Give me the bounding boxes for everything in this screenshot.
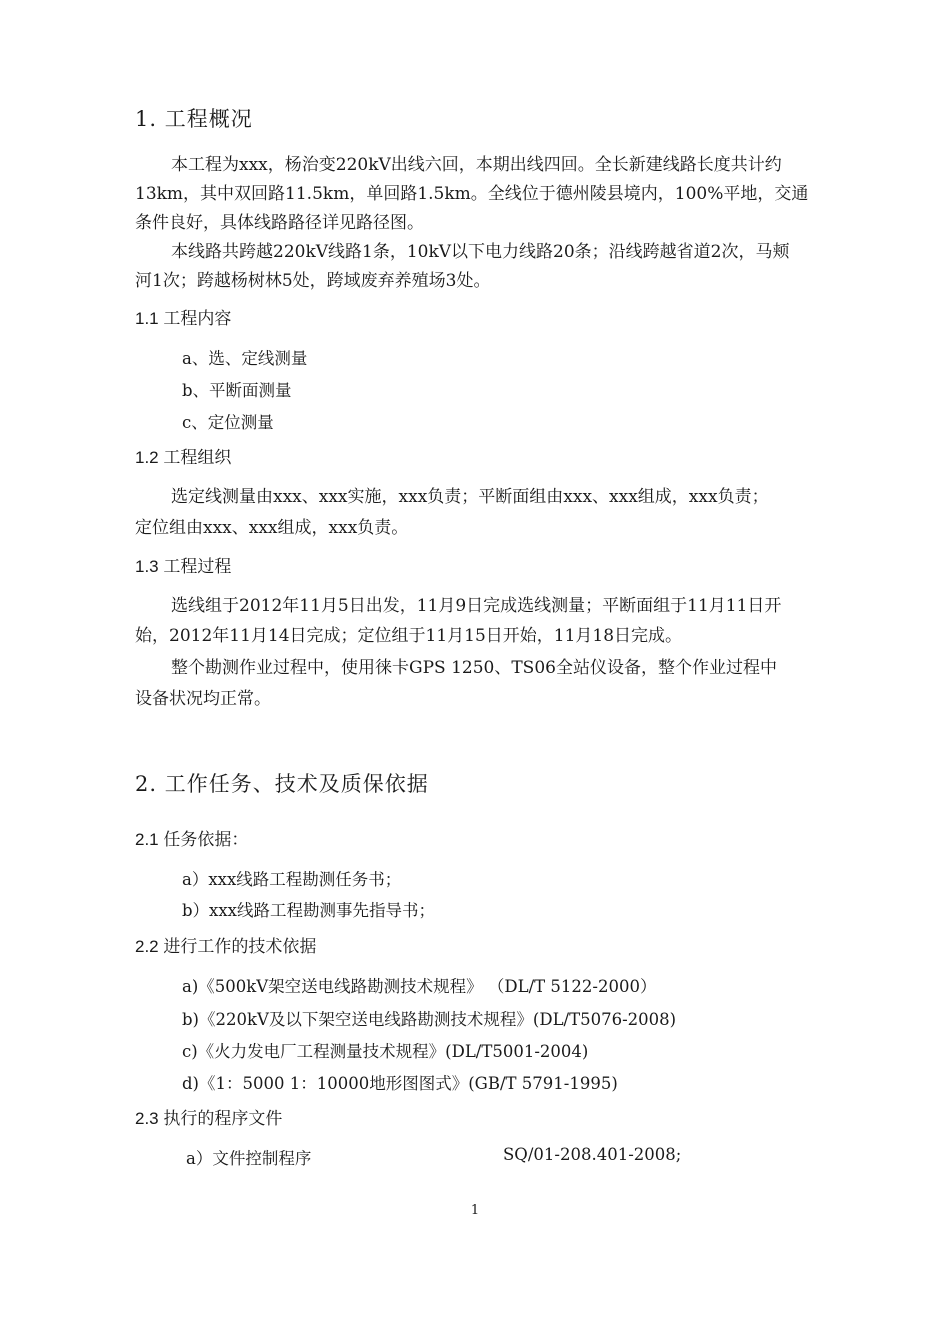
section-1-paragraph-1-line-3: 条件良好，具体线路路径详见路径图。 <box>135 213 424 233</box>
section-1-3-paragraph-2-line-2: 设备状况均正常。 <box>135 689 271 709</box>
section-1-paragraph-2-line-1: 本线路共跨越220kV线路1条，10kV以下电力线路20条；沿线跨越省道2次，马颊 <box>171 242 790 262</box>
list-item: c)《火力发电厂工程测量技术规程》(DL/T5001-2004) <box>182 1042 589 1061</box>
section-1-2-heading: 1.2 工程组织 <box>135 448 232 467</box>
list-item: b）xxx线路工程勘测事先指导书； <box>182 901 435 920</box>
list-item: a)《500kV架空送电线路勘测技术规程》 （DL/T 5122-2000） <box>182 977 657 996</box>
section-1-2-line-2: 定位组由xxx、xxx组成，xxx负责。 <box>135 518 409 538</box>
section-1-3-paragraph-1-line-1: 选线组于2012年11月5日出发，11月9日完成选线测量；平断面组于11月11日开 <box>171 596 782 616</box>
section-1-heading: 1. 工程概况 <box>135 107 253 131</box>
section-2-1-heading: 2.1 任务依据： <box>135 830 249 849</box>
section-1-1-heading: 1.1 工程内容 <box>135 309 232 328</box>
section-1-paragraph-1-line-1: 本工程为xxx，杨治变220kV出线六回，本期出线四回。全长新建线路长度共计约 <box>171 155 782 175</box>
procedure-item-code: SQ/01-208.401-2008; <box>503 1145 682 1164</box>
procedure-item-label: a）文件控制程序 <box>186 1149 312 1168</box>
section-1-3-paragraph-1-line-2: 始，2012年11月14日完成；定位组于11月15日开始，11月18日完成。 <box>135 626 683 646</box>
section-1-paragraph-2-line-2: 河1次；跨越杨树林5处，跨域废弃养殖场3处。 <box>135 271 491 291</box>
section-2-2-heading: 2.2 进行工作的技术依据 <box>135 937 317 956</box>
list-item: b)《220kV及以下架空送电线路勘测技术规程》(DL/T5076-2008) <box>182 1010 677 1029</box>
section-2-3-heading: 2.3 执行的程序文件 <box>135 1109 283 1128</box>
list-item: b、平断面测量 <box>182 381 292 400</box>
section-1-2-line-1: 选定线测量由xxx、xxx实施，xxx负责；平断面组由xxx、xxx组成，xxx负责； <box>171 487 769 507</box>
section-1-3-heading: 1.3 工程过程 <box>135 557 232 576</box>
section-1-3-paragraph-2-line-1: 整个勘测作业过程中，使用徕卡GPS 1250、TS06全站仪设备，整个作业过程中 <box>171 658 777 678</box>
section-2-heading: 2. 工作任务、技术及质保依据 <box>135 772 429 796</box>
section-1-paragraph-1-line-2: 13km，其中双回路11.5km，单回路1.5km。全线位于德州陵县境内，100%平地，交通 <box>135 184 809 204</box>
list-item: d)《1：5000 1：10000地形图图式》(GB/T 5791-1995) <box>182 1074 618 1093</box>
list-item: a）xxx线路工程勘测任务书； <box>182 870 402 889</box>
page-number: 1 <box>470 1203 480 1218</box>
list-item: c、定位测量 <box>182 413 274 432</box>
list-item: a、选、定线测量 <box>182 349 308 368</box>
